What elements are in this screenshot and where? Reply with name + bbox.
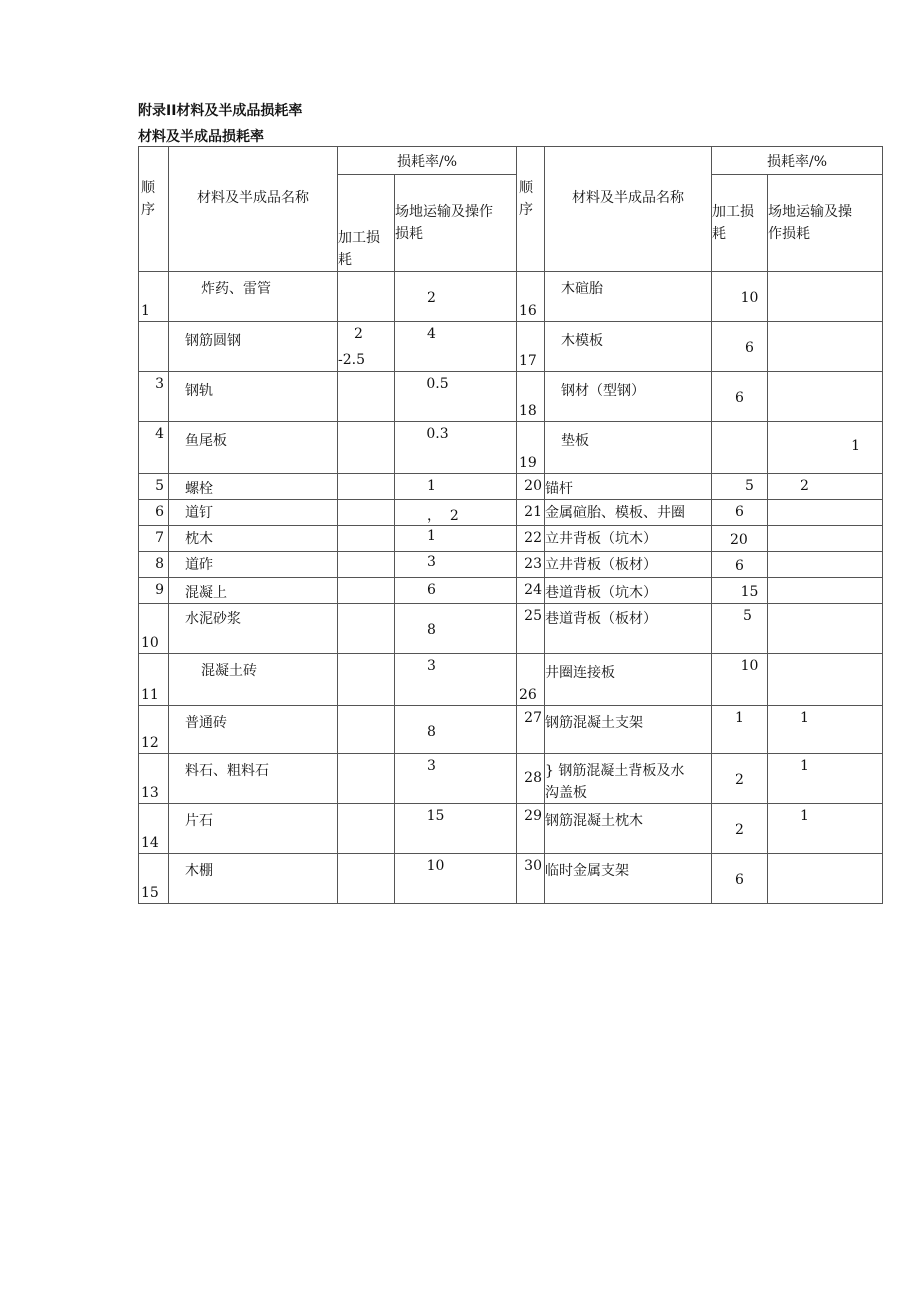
table-row <box>139 706 883 754</box>
site-loss: 8 <box>427 724 436 740</box>
row-number: 27 <box>524 710 542 726</box>
site-loss: 1 <box>851 438 860 454</box>
material-name: 木棚 <box>185 863 213 879</box>
proc-loss: 5 <box>745 478 754 494</box>
row-number: 21 <box>524 504 542 520</box>
row-number: 9 <box>155 582 164 598</box>
material-name: 螺栓 <box>185 481 213 497</box>
row-number: 14 <box>141 835 159 851</box>
loss-rate-table <box>138 146 883 904</box>
table-row <box>139 422 883 474</box>
table-row <box>139 654 883 706</box>
name-header-right: 材料及半成品名称 <box>545 147 712 272</box>
table-row <box>139 578 883 604</box>
material-name: 钢轨 <box>185 383 213 399</box>
material-name-cont: 沟盖板 <box>545 785 587 801</box>
material-name: 钢材（型钢） <box>561 383 645 399</box>
site-loss: 1 <box>427 528 436 544</box>
material-name: 道钉 <box>185 505 213 521</box>
site-loss: 3 <box>427 758 436 774</box>
site-loss: 2 <box>800 478 809 494</box>
table-row <box>139 604 883 654</box>
row-number: 17 <box>519 353 537 369</box>
material-name: 枕木 <box>185 531 213 547</box>
proc-loss: 20 <box>730 532 748 548</box>
table-row <box>139 526 883 552</box>
proc-loss: 2 <box>735 772 744 788</box>
row-number: 13 <box>141 785 159 801</box>
proc-loss: 6 <box>735 504 744 520</box>
site-loss: 1 <box>800 710 809 726</box>
site-loss: 1 <box>800 808 809 824</box>
material-name: 钢筋圆钢 <box>185 333 241 349</box>
material-name: 临时金属支架 <box>545 863 629 879</box>
seq-header-right: 顺 序 <box>517 147 545 272</box>
row-number: 25 <box>524 608 542 624</box>
proc-loss-range: -2.5 <box>338 352 365 368</box>
site-loss: 10 <box>426 858 445 874</box>
material-name: 混凝上 <box>185 585 227 601</box>
proc-loss: 6 <box>735 390 744 406</box>
table-row <box>139 322 883 372</box>
rate-header-left: 损耗率/% <box>338 147 517 175</box>
site-header-left: 场地运输及操作 损耗 <box>395 175 517 272</box>
material-name: 木模板 <box>561 333 603 349</box>
material-name: 道砟 <box>185 557 213 573</box>
site-loss: 0.3 <box>426 426 449 442</box>
row-number: 7 <box>155 530 164 546</box>
table-title: 材料及半成品损耗率 <box>138 129 264 145</box>
material-name: 钢筋混凝土枕木 <box>545 813 643 829</box>
row-number: 10 <box>141 635 159 651</box>
material-name: 垫板 <box>561 433 589 449</box>
row-number: 16 <box>519 303 537 319</box>
site-loss: ， 2 <box>427 508 459 524</box>
material-name: 木碹胎 <box>561 281 603 297</box>
material-name: 立井背板（板材） <box>545 557 657 573</box>
material-name: 水泥砂浆 <box>185 611 241 627</box>
row-number: 15 <box>141 885 159 901</box>
site-loss: 4 <box>427 326 436 342</box>
site-loss: 6 <box>427 582 436 598</box>
row-number: 28 <box>524 770 542 786</box>
rate-header-right: 损耗率/% <box>712 147 883 175</box>
material-name: 料石、粗料石 <box>185 763 269 779</box>
material-name: 混凝土砖 <box>201 663 257 679</box>
appendix-title: 附录II材料及半成品损耗率 <box>138 103 303 119</box>
name-header-left: 材料及半成品名称 <box>169 147 338 272</box>
site-loss: 15 <box>426 808 445 824</box>
material-name: 片石 <box>185 813 213 829</box>
site-loss: 0.5 <box>426 376 449 392</box>
table-row <box>139 552 883 578</box>
proc-loss: 6 <box>735 558 744 574</box>
table-row <box>139 372 883 422</box>
material-name: 井圈连接板 <box>545 665 615 681</box>
row-number: 18 <box>519 403 537 419</box>
proc-header-right: 加工损 耗 <box>712 175 768 272</box>
material-name: 立井背板（坑木） <box>545 531 657 547</box>
site-loss: 3 <box>427 658 436 674</box>
site-loss: 2 <box>427 290 436 306</box>
table-row <box>139 272 883 322</box>
proc-loss: 6 <box>745 340 754 356</box>
row-number: 6 <box>155 504 164 520</box>
proc-loss: 5 <box>743 608 752 624</box>
proc-loss: 2 <box>735 822 744 838</box>
row-number: 24 <box>524 582 542 598</box>
material-name: 普通砖 <box>185 715 227 731</box>
table-row <box>139 804 883 854</box>
site-header-right: 场地运输及操 作损耗 <box>768 175 883 272</box>
proc-loss: 2 <box>354 326 363 342</box>
row-number: 8 <box>155 556 164 572</box>
seq-header-left: 顺 序 <box>139 147 169 272</box>
material-name: 巷道背板（坑木） <box>545 585 657 601</box>
row-number: 11 <box>141 687 159 703</box>
site-loss: 1 <box>800 758 809 774</box>
table-row <box>139 854 883 904</box>
row-number: 26 <box>519 687 537 703</box>
table-row <box>139 754 883 804</box>
row-number: 20 <box>524 478 542 494</box>
proc-header-left: 加工损 耗 <box>338 175 395 272</box>
row-number: 29 <box>524 808 542 824</box>
proc-loss: 10 <box>740 658 759 674</box>
proc-loss: 10 <box>740 290 759 306</box>
row-number: 4 <box>155 426 164 442</box>
material-name: 锚杆 <box>545 481 573 497</box>
proc-loss: 6 <box>735 872 744 888</box>
row-number: 30 <box>524 858 542 874</box>
proc-loss: 15 <box>740 584 759 600</box>
material-name: 炸药、雷管 <box>201 281 271 297</box>
material-name: 钢筋混凝土支架 <box>545 715 643 731</box>
row-number: 5 <box>155 478 164 494</box>
material-name: } 钢筋混凝土背板及水 <box>545 763 685 779</box>
site-loss: 1 <box>427 478 436 494</box>
header-row-1 <box>139 147 883 175</box>
row-number: 1 <box>141 303 150 319</box>
row-number: 22 <box>524 530 542 546</box>
proc-loss: 1 <box>735 710 744 726</box>
row-number: 3 <box>155 376 164 392</box>
material-name: 鱼尾板 <box>185 433 227 449</box>
row-number: 23 <box>524 556 542 572</box>
table-row <box>139 500 883 526</box>
site-loss: 3 <box>427 554 436 570</box>
site-loss: 8 <box>427 622 436 638</box>
row-number: 19 <box>519 455 537 471</box>
material-name: 金属碹胎、模板、井圈 <box>545 505 685 521</box>
row-number: 12 <box>141 735 159 751</box>
material-name: 巷道背板（板材） <box>545 611 657 627</box>
table-row <box>139 474 883 500</box>
